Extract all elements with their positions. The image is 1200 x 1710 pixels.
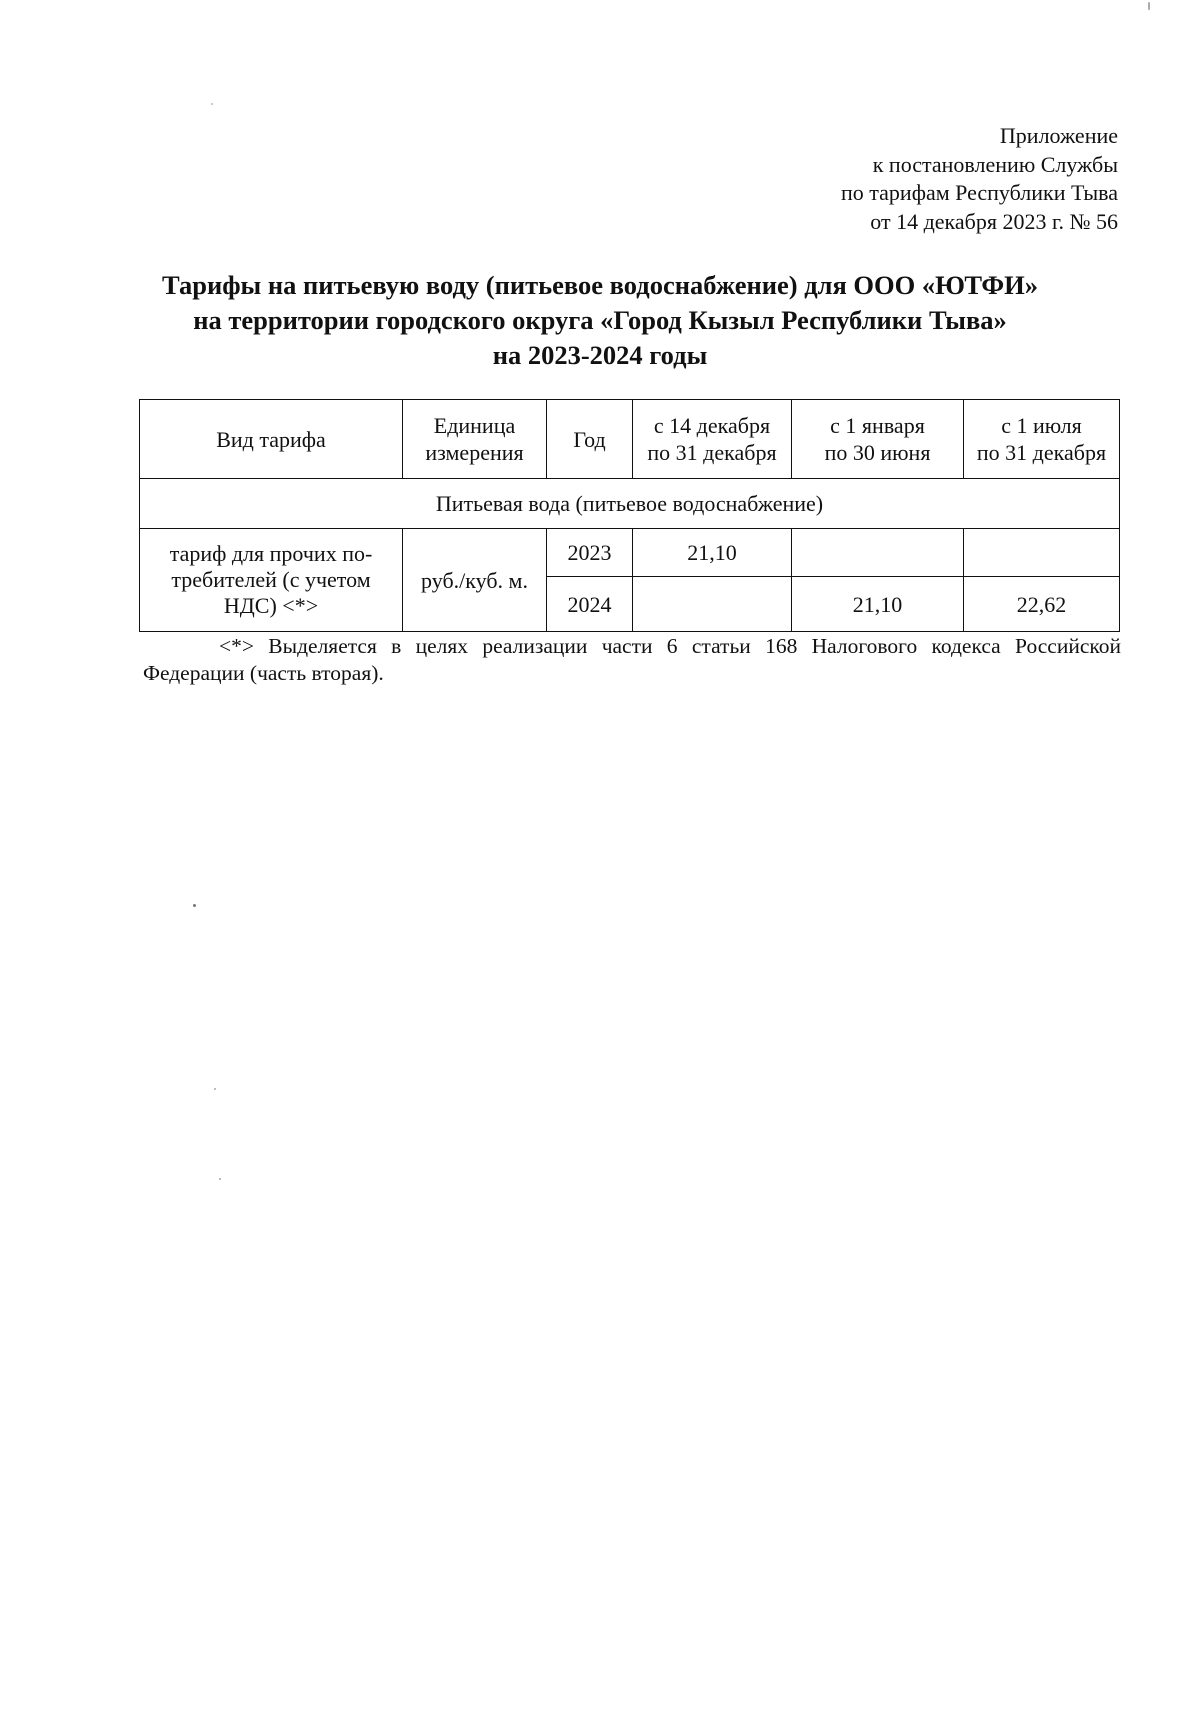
scan-speck bbox=[211, 103, 213, 105]
period-2-value bbox=[792, 529, 964, 577]
table-row bbox=[140, 529, 1120, 577]
year-cell: 2024 bbox=[547, 577, 633, 632]
period-3-value bbox=[964, 529, 1120, 577]
header-tariff-type: Вид тарифа bbox=[140, 400, 403, 479]
scan-speck bbox=[214, 1088, 216, 1090]
header-period-1: с 14 декабря по 31 декабря bbox=[633, 400, 792, 479]
appendix-line-3: по тарифам Республики Тыва bbox=[841, 180, 1118, 205]
appendix-line-4: от 14 декабря 2023 г. № 56 bbox=[870, 208, 1118, 234]
tariff-name-cell: тариф для прочих по- требителей (с учетом НДС) <*> bbox=[140, 529, 403, 632]
appendix-line-2: к постановлению Службы bbox=[872, 151, 1118, 177]
scan-speck bbox=[1148, 2, 1150, 10]
header-period-3: с 1 июля по 31 декабря bbox=[964, 400, 1120, 479]
header-period-2: с 1 января по 30 июня bbox=[792, 400, 964, 479]
header-unit: Единица измерения bbox=[403, 400, 547, 479]
title-line-1: Тарифы на питьевую воду (питьевое водоснабжение) для ООО «ЮТФИ» bbox=[161, 270, 1039, 300]
title-line-3: на 2023-2024 годы bbox=[492, 340, 708, 370]
document-title bbox=[0, 268, 1200, 373]
unit-cell: руб./куб. м. bbox=[403, 529, 547, 632]
section-title: Питьевая вода (питьевое водоснабжение) bbox=[140, 479, 1120, 529]
tariff-table bbox=[139, 399, 1120, 632]
title-line-2: на территории городского округа «Город Кызыл Республики Тыва» bbox=[193, 305, 1007, 335]
year-cell: 2023 bbox=[547, 529, 633, 577]
appendix-block bbox=[841, 122, 1118, 236]
appendix-line-1: Приложение bbox=[999, 123, 1118, 148]
header-year: Год bbox=[547, 400, 633, 479]
footnote: <*> Выделяется в целях реализации части 6 статьи 168 Налогового кодекса Российской Федерации (часть вторая). bbox=[143, 634, 1121, 685]
scan-speck bbox=[219, 1178, 221, 1180]
table-section-row bbox=[140, 479, 1120, 529]
table-header-row bbox=[140, 400, 1120, 479]
period-1-value: 21,10 bbox=[633, 529, 792, 577]
period-2-value: 21,10 bbox=[792, 577, 964, 632]
period-1-value bbox=[633, 577, 792, 632]
period-3-value: 22,62 bbox=[964, 577, 1120, 632]
scan-speck bbox=[193, 904, 196, 907]
